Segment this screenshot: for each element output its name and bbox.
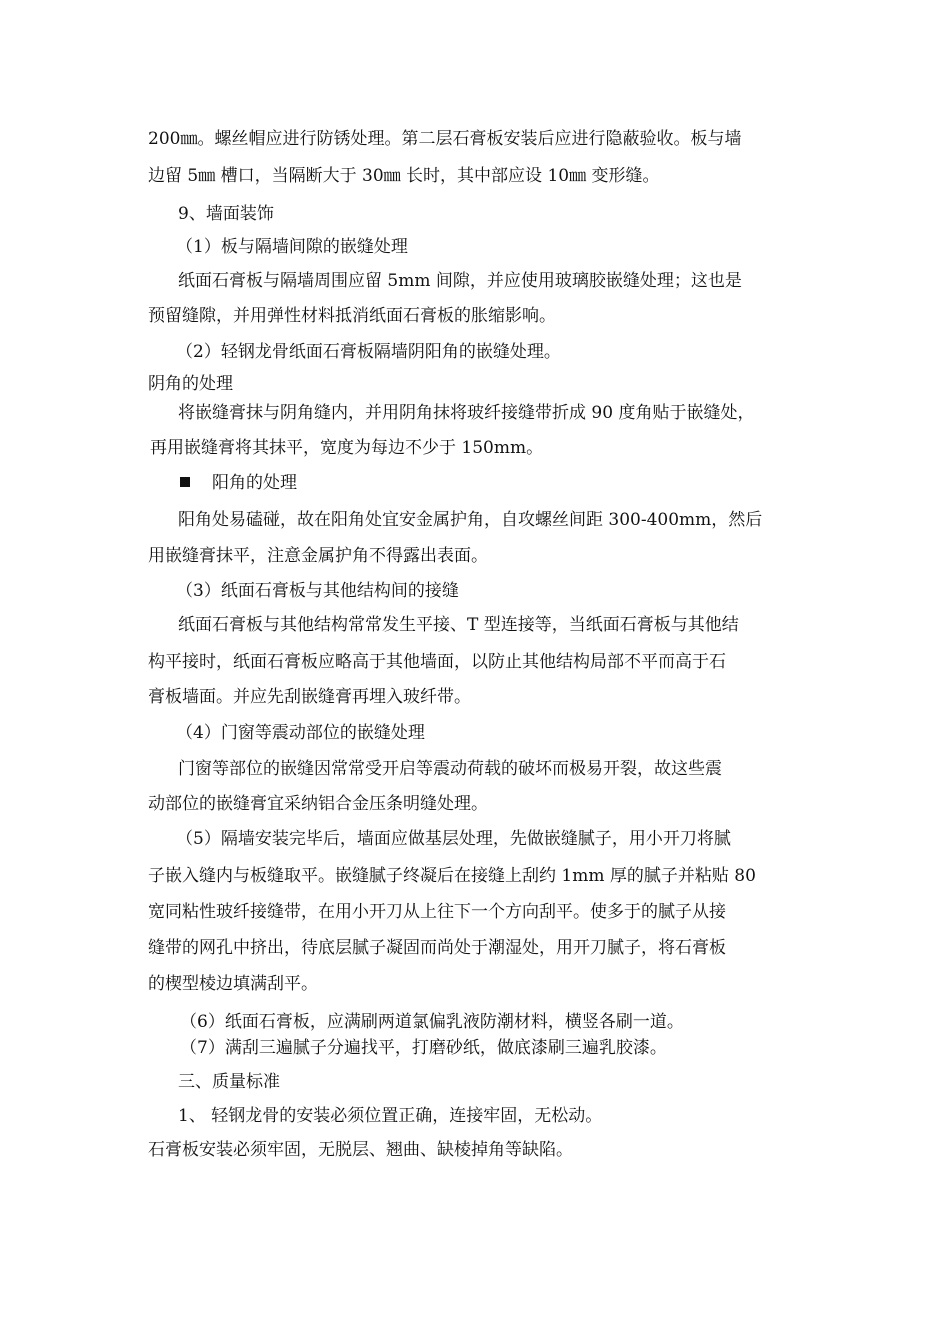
section-heading: 三、质量标准 (178, 1072, 280, 1092)
paragraph-line: 门窗等部位的嵌缝因常常受开启等震动荷载的破坏而极易开裂，故这些震 (178, 759, 722, 779)
paragraph-line: 的楔型棱边填满刮平。 (148, 974, 318, 994)
paragraph-line: （5）隔墙安装完毕后，墙面应做基层处理，先做嵌缝腻子，用小开刀将腻 (176, 829, 731, 849)
paragraph-line: 边留 5㎜ 槽口，当隔断大于 30㎜ 长时，其中部应设 10㎜ 变形缝。 (148, 166, 660, 186)
paragraph-line: 纸面石膏板与隔墙周围应留 5mm 间隙，并应使用玻璃胶嵌缝处理；这也是 (178, 271, 742, 291)
paragraph-line: 200㎜。螺丝帽应进行防锈处理。第二层石膏板安装后应进行隐蔽验收。板与墙 (148, 129, 742, 149)
section-heading: 9、墙面装饰 (178, 204, 274, 224)
paragraph-line: 动部位的嵌缝膏宜采纳铝合金压条明缝处理。 (148, 794, 488, 814)
paragraph-line: 用嵌缝膏抹平，注意金属护角不得露出表面。 (148, 546, 488, 566)
paragraph-line: 纸面石膏板与其他结构常常发生平接、T 型连接等，当纸面石膏板与其他结 (178, 615, 739, 635)
paragraph-line: 再用嵌缝膏将其抹平，宽度为每边不少于 150mm。 (150, 438, 544, 458)
paragraph-line: 预留缝隙，并用弹性材料抵消纸面石膏板的胀缩影响。 (148, 306, 556, 326)
paragraph-line: 宽同粘性玻纤接缝带，在用小开刀从上往下一个方向刮平。使多于的腻子从接 (148, 902, 726, 922)
square-bullet-icon (180, 477, 190, 487)
paragraph-line: 膏板墙面。并应先刮嵌缝膏再埋入玻纤带。 (148, 687, 471, 707)
subsection-heading: （1）板与隔墙间隙的嵌缝处理 (176, 237, 408, 257)
subsection-heading: （2）轻钢龙骨纸面石膏板隔墙阴阳角的嵌缝处理。 (176, 342, 561, 362)
bullet-heading (180, 472, 297, 494)
bullet-heading-text: 阳角的处理 (212, 473, 297, 493)
paragraph-line: 阳角处易磕碰，故在阳角处宜安金属护角，自攻螺丝间距 300-400mm，然后 (178, 510, 763, 530)
subsection-heading: （4）门窗等震动部位的嵌缝处理 (176, 723, 425, 743)
paragraph-line: （7）满刮三遍腻子分遍找平，打磨砂纸，做底漆刷三遍乳胶漆。 (180, 1038, 667, 1058)
paragraph-line: 构平接时，纸面石膏板应略高于其他墙面，以防止其他结构局部不平而高于石 (148, 652, 726, 672)
paragraph-line: 缝带的网孔中挤出，待底层腻子凝固而尚处于潮湿处，用开刀腻子，将石膏板 (148, 938, 726, 958)
paragraph-line: （6）纸面石膏板，应满刷两道氯偏乳液防潮材料，横竖各刷一道。 (180, 1012, 684, 1032)
paragraph-line: 将嵌缝膏抹与阴角缝内，并用阴角抹将玻纤接缝带折成 90 度角贴于嵌缝处， (178, 403, 755, 423)
subheading: 阴角的处理 (148, 374, 233, 394)
paragraph-line: 石膏板安装必须牢固，无脱层、翘曲、缺棱掉角等缺陷。 (148, 1140, 573, 1160)
paragraph-line: 1、 轻钢龙骨的安装必须位置正确，连接牢固，无松动。 (178, 1106, 603, 1126)
subsection-heading: （3）纸面石膏板与其他结构间的接缝 (176, 581, 459, 601)
paragraph-line: 子嵌入缝内与板缝取平。嵌缝腻子终凝后在接缝上刮约 1mm 厚的腻子并粘贴 80 (148, 866, 756, 886)
